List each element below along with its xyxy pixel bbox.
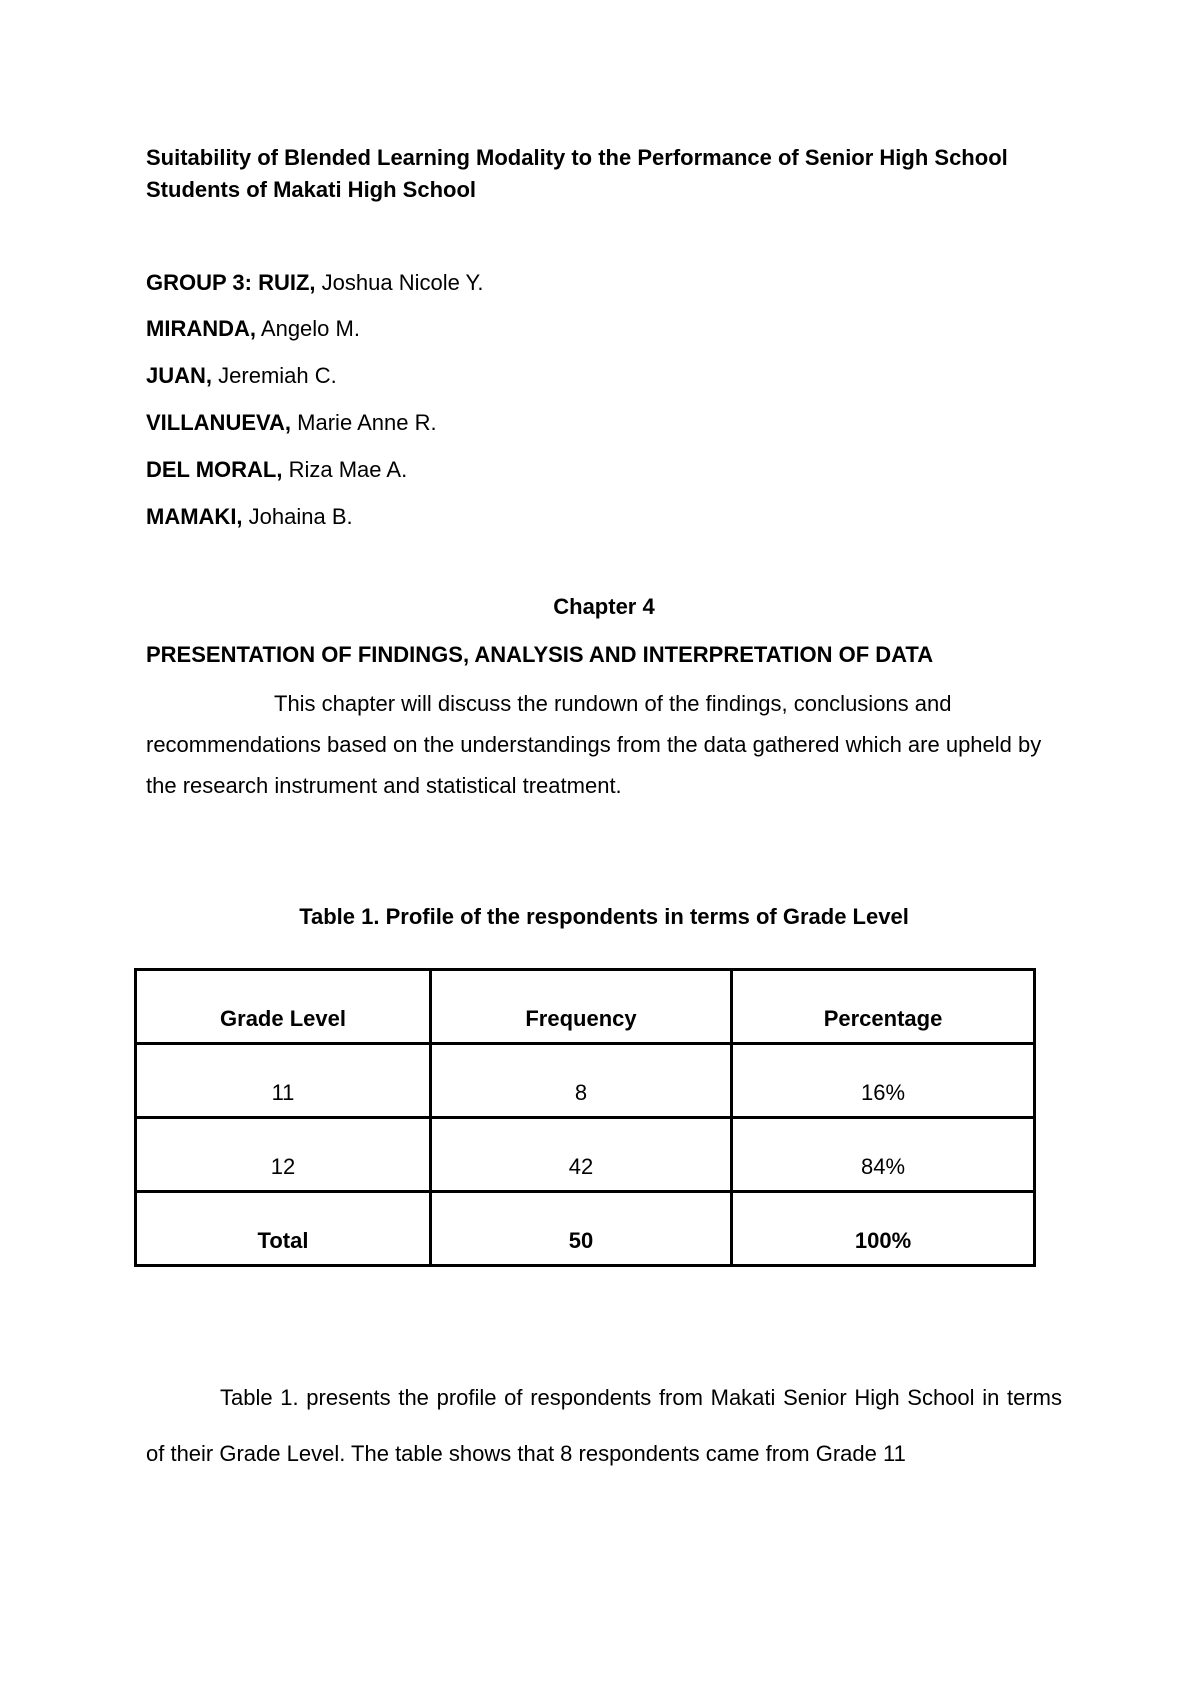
table-row xyxy=(136,1118,1035,1192)
chapter-title: PRESENTATION OF FINDINGS, ANALYSIS AND INTERPRETATION OF DATA xyxy=(146,642,934,667)
chapter-number: Chapter 4 xyxy=(553,594,655,619)
author-given-name: Jeremiah C. xyxy=(218,363,337,388)
intro-paragraph: This chapter will discuss the rundown of the findings, conclusions and recommendations based on the understandings from the data gathered which are upheld by the research instrument and statistical treatment. xyxy=(146,691,1042,798)
column-header-frequency: Frequency xyxy=(431,970,732,1044)
author-line-5 xyxy=(146,455,407,485)
author-line-2 xyxy=(146,314,360,344)
author-given-name: Joshua Nicole Y. xyxy=(321,270,484,295)
author-given-name: Riza Mae A. xyxy=(288,457,408,482)
author-given-name: Marie Anne R. xyxy=(297,410,437,435)
table-header-row xyxy=(136,970,1035,1044)
author-surname: JUAN, xyxy=(146,363,213,388)
cell-total-percentage: 100% xyxy=(732,1192,1035,1266)
column-header-percentage: Percentage xyxy=(732,970,1035,1044)
author-line-1 xyxy=(146,268,484,298)
author-line-3 xyxy=(146,361,337,391)
author-given-name: Angelo M. xyxy=(260,316,360,341)
body-paragraph: Table 1. presents the profile of respondents from Makati Senior High School in terms of their Grade Level. The table shows that 8 respondents came from Grade 11 xyxy=(146,1385,1062,1466)
group-label: GROUP 3: xyxy=(146,270,252,295)
table-row xyxy=(136,1044,1035,1118)
author-surname: RUIZ, xyxy=(258,270,316,295)
cell-frequency: 42 xyxy=(431,1118,732,1192)
author-line-6 xyxy=(146,502,353,532)
column-header-grade-level: Grade Level xyxy=(136,970,431,1044)
cell-grade-level: 12 xyxy=(136,1118,431,1192)
cell-grade-level: 11 xyxy=(136,1044,431,1118)
table-caption: Table 1. Profile of the respondents in terms of Grade Level xyxy=(299,904,909,929)
author-given-name: Johaina B. xyxy=(248,504,353,529)
table-total-row xyxy=(136,1192,1035,1266)
cell-percentage: 16% xyxy=(732,1044,1035,1118)
author-surname: MAMAKI, xyxy=(146,504,243,529)
author-surname: VILLANUEVA, xyxy=(146,410,292,435)
cell-total-frequency: 50 xyxy=(431,1192,732,1266)
cell-frequency: 8 xyxy=(431,1044,732,1118)
author-surname: DEL MORAL, xyxy=(146,457,283,482)
grade-level-table xyxy=(134,968,1036,1267)
cell-total-label: Total xyxy=(136,1192,431,1266)
cell-percentage: 84% xyxy=(732,1118,1035,1192)
document-title: Suitability of Blended Learning Modality to the Performance of Senior High School Students of Makati High School xyxy=(146,145,1008,202)
author-surname: MIRANDA, xyxy=(146,316,256,341)
author-line-4 xyxy=(146,408,437,438)
